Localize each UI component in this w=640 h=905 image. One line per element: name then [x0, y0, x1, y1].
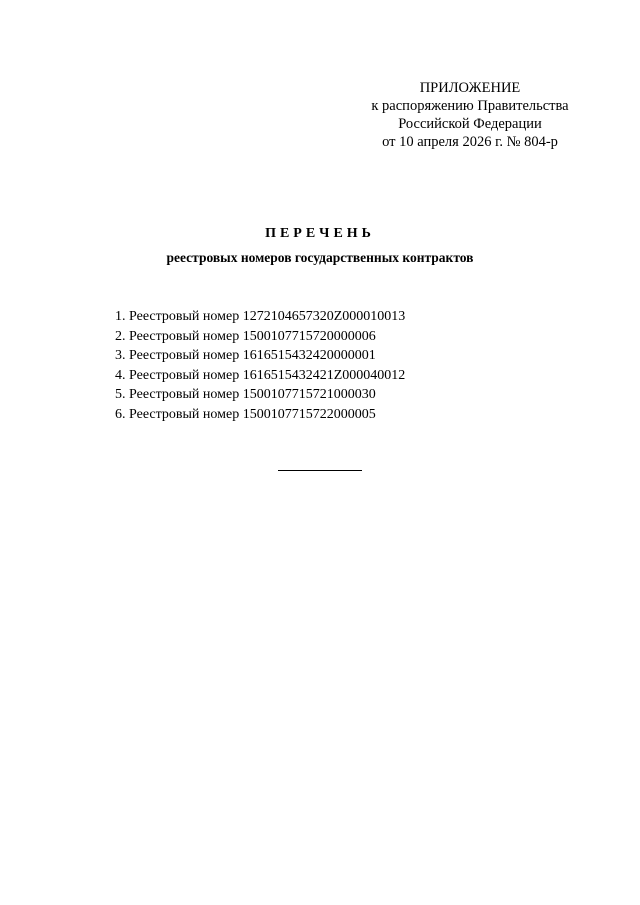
list-item: 5. Реестровый номер 1500107715721000030	[115, 387, 376, 403]
document-subtitle: реестровых номеров государственных контрактов	[166, 250, 474, 265]
annex-date-number: от 10 апреля 2026 г. № 804-р	[382, 134, 558, 150]
annex-header	[330, 79, 610, 151]
list-item: 1. Реестровый номер 1272104657320Z000010013	[115, 309, 406, 324]
list-item: 2. Реестровый номер 1500107715720000006	[115, 328, 376, 344]
annex-reference: к распоряжению Правительства	[371, 98, 569, 114]
registry-list	[115, 307, 405, 425]
list-item: 4. Реестровый номер 1616515432421Z000040012	[115, 367, 406, 383]
annex-authority: Российской Федерации	[398, 116, 542, 132]
document-title: ПЕРЕЧЕНЬ	[265, 226, 375, 241]
annex-label: ПРИЛОЖЕНИЕ	[419, 80, 521, 96]
list-item: 3. Реестровый номер 1616515432420000001	[115, 348, 376, 364]
closing-divider	[278, 470, 362, 471]
list-item: 6. Реестровый номер 1500107715722000005	[115, 406, 376, 422]
